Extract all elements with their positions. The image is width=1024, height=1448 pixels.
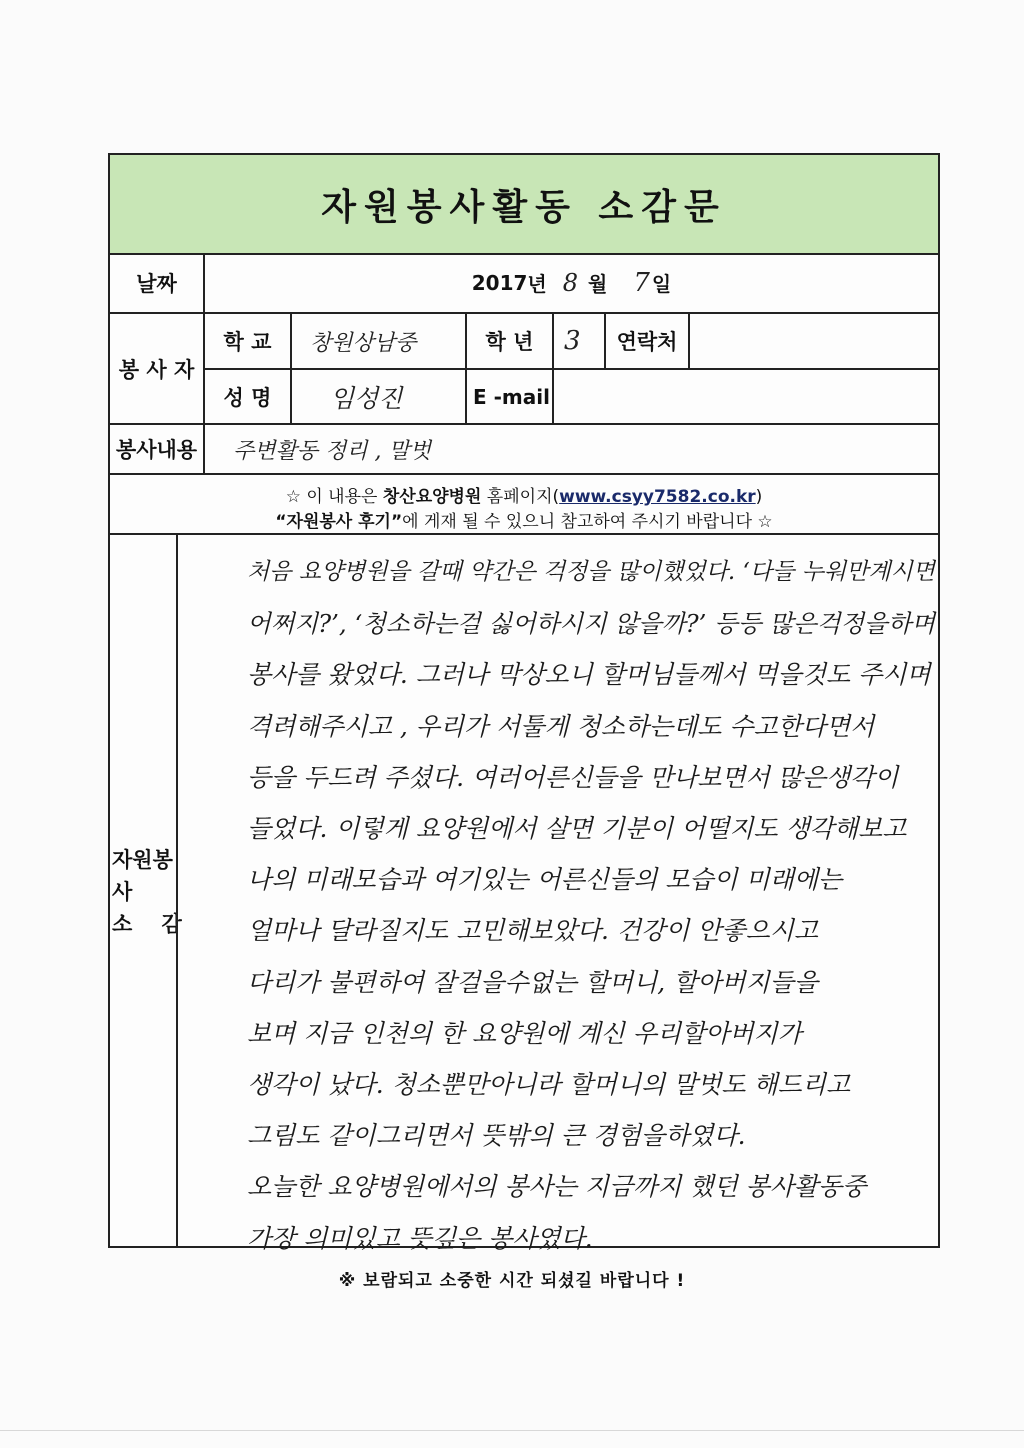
date-label: 날짜	[136, 271, 177, 296]
scan-edge-line	[0, 1430, 1024, 1431]
notice-suffix: )	[755, 487, 763, 507]
date-month-unit: 월	[588, 272, 608, 296]
volunteer-label: 봉 사 자	[110, 312, 203, 423]
impression-line: 봉사를 왔었다. 그러나 막상오니 할머님들께서 먹을것도 주시며	[247, 660, 931, 690]
impression-line: 들었다. 이렇게 요양원에서 살면 기분이 어떨지도 생각해보고	[247, 814, 907, 844]
impression-line: 얼마나 달라질지도 고민해보았다. 건강이 안좋으시고	[247, 916, 819, 946]
notice-line-2	[110, 507, 938, 532]
impression-line: 보며 지금 인천의 한 요양원에 계신 우리할아버지가	[247, 1018, 802, 1048]
date-field[interactable]	[203, 253, 938, 312]
contact-label: 연락처	[604, 312, 688, 368]
impression-label-line-2: 소 감	[112, 911, 182, 936]
name-field[interactable]: 임성진	[290, 368, 465, 423]
title-bar	[110, 155, 938, 255]
notice-mid: 홈페이지(	[486, 487, 560, 507]
notice-quote: “자원봉사 후기”	[275, 512, 403, 532]
impression-line: 격려해주시고 , 우리가 서툴게 청소하는데도 수고한다면서	[247, 711, 875, 741]
email-field[interactable]	[552, 368, 938, 423]
notice-prefix: ☆ 이 내용은	[285, 487, 378, 507]
school-field[interactable]: 창원상남중	[290, 312, 465, 368]
impression-line: 가장 의미있고 뜻깊은 봉사였다.	[247, 1223, 593, 1253]
impression-label-line-1: 자원봉사	[112, 847, 173, 904]
hospital-url-link[interactable]: www.csyy7582.co.kr	[559, 487, 756, 507]
impression-line: 오늘한 요양병원에서의 봉사는 지금까지 했던 봉사활동중	[247, 1172, 867, 1202]
form-title: 자원봉사활동 소감문	[321, 186, 727, 228]
activity-field[interactable]: 주변활동 정리 , 말벗	[203, 423, 938, 473]
impression-text	[237, 547, 937, 1264]
impression-line: 나의 미래모습과 여기있는 어른신들의 모습이 미래에는	[247, 865, 843, 895]
email-label: E -mail	[465, 368, 552, 423]
impression-line: 그림도 같이그리면서 뜻밖의 큰 경험을하였다.	[247, 1121, 746, 1151]
impression-line: 어쩌지?’, ‘청소하는걸 싫어하시지 않을까?’ 등등 많은걱정을하며	[247, 609, 936, 639]
activity-label: 봉사내용	[110, 423, 203, 473]
notice-hospital-name: 창산요양병원	[382, 487, 482, 507]
impression-line: 처음 요양병원을 갈때 약간은 걱정을 많이했었다. ‘다들 누워만계시면	[247, 559, 935, 585]
contact-field[interactable]	[688, 312, 938, 368]
date-day: 7	[633, 267, 650, 298]
notice-box	[110, 473, 938, 533]
notice-line-1	[110, 482, 938, 507]
date-year: 2017	[471, 270, 528, 295]
impression-label	[110, 533, 182, 1248]
impression-line: 생각이 났다. 청소뿐만아니라 할머니의 말벗도 해드리고	[247, 1070, 851, 1100]
school-label: 학 교	[203, 312, 290, 368]
grade-field[interactable]: 3	[552, 312, 604, 368]
notice-rest: 에 게재 될 수 있으니 참고하여 주시기 바랍니다 ☆	[402, 512, 773, 532]
date-year-unit: 년	[527, 272, 547, 296]
volunteer-impression-form	[108, 153, 940, 1253]
impression-line: 다리가 불편하여 잘걸을수없는 할머니, 할아버지들을	[247, 967, 819, 997]
impression-line: 등을 두드려 주셨다. 여러어른신들을 만나보면서 많은생각이	[247, 762, 899, 792]
name-label: 성 명	[203, 368, 290, 423]
date-month: 8	[562, 268, 579, 297]
date-day-unit: 일	[651, 272, 672, 296]
footer-note: ※ 보람되고 소중한 시간 되셨길 바랍니다 !	[338, 1271, 686, 1291]
grade-label: 학 년	[465, 312, 552, 368]
